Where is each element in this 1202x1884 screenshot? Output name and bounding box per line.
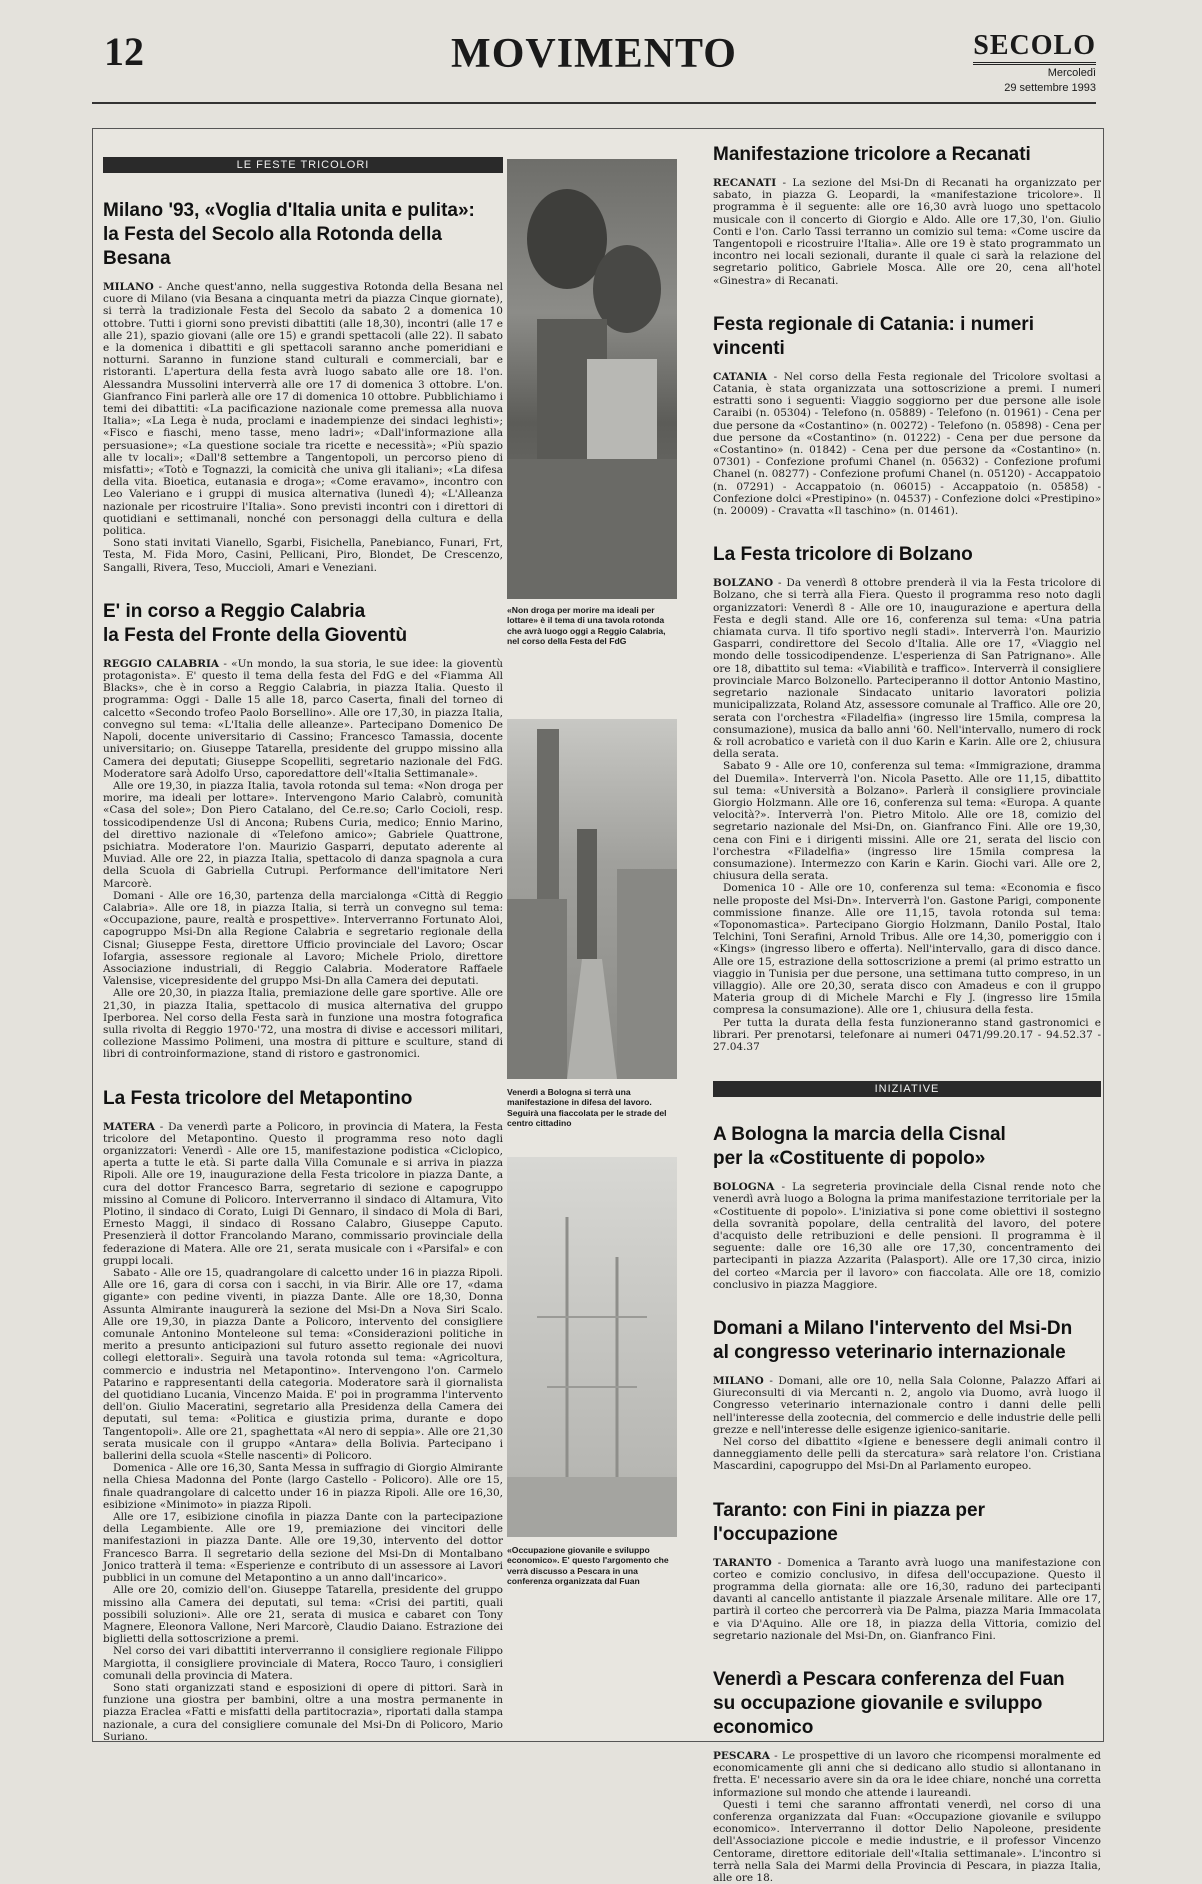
- photo-illustration: [507, 159, 677, 599]
- left-column: [99, 129, 507, 1741]
- paragraph: - La sezione del Msi-Dn di Recanati ha organizzato per sabato, in piazza G. Leopardi, la «manifestazione tricolore». Il programma è il seguente: alle ore 16,30 avrà luogo uno spettacolo musicale con il concerto di Giorgio e Aldo. Alle ore 17,30, l'on. Giulio Conti e l'on. Carlo Tassi terranno un comizio sul tema: «Come uscire da Tangentopoli e ricostruire l'Italia». Alle ore 19 è stato programmato un incontro nei locali sezionali, durante il quale ci sarà la relazione del segretario politico, Gabriele Mosca. Alle ore 20, cena all'hotel «Ginestra» di Recanati.: [713, 177, 1101, 287]
- article-title: La Festa tricolore di Bolzano: [713, 544, 973, 566]
- photo-illustration: [507, 719, 677, 1079]
- headline-line: Domani a Milano l'intervento del Msi-Dn: [713, 1318, 1073, 1340]
- photo-illustration: [507, 1157, 677, 1537]
- dateline: MATERA: [103, 1120, 155, 1133]
- paragraph: Sabato - Alle ore 15, quadrangolare di calcetto under 16 in piazza Ripoli. Alle ore 16, gara di corsa con i sacchi, in via Birir. Alle ore 17, «dama gigante» con pedine viventi, in piazza Dante. Alle ore 18,30, Donna Assunta Almirante inaugurerà la sezione del Msi-Dn a Nova Siri Scalo. Alle ore 19,30, in piazza Dante a Policoro, intervento del consigliere comunale Antonino Monteleone sul tema: «Considerazioni politiche in merito a presunto anticipazioni sul futuro assetto regionale dei nuovi collegi elettorali». Seguirà una tavola rotonda sul tema: «Agricoltura, commercio e industria nel Metapontino». Intervengono l'on. Carmelo Patarino e rappresentanti della categoria. Moderatore sarà il giornalista del quotidiano Lucania, Vincenzo Maida. E' poi in programma l'intervento dell'on. Giulio Maceratini, segretario alla Presidenza della Camera dei deputati, sul tema: «Politica e giustizia prima, durante e dopo Tangentopoli». Alle ore 21, spaghettata «Al nero di seppia». Alle ore 21,30 serata musicale con il gruppo «Antara» della Bolivia. Partecipano i ballerini della scuola «Stelle nascenti» di Policoro.: [103, 1267, 503, 1463]
- article-body: [713, 177, 1101, 287]
- dateline: PESCARA: [713, 1750, 770, 1763]
- dateline: RECANATI: [713, 177, 777, 189]
- masthead: [973, 30, 1096, 95]
- headline-line: E' in corso a Reggio Calabria: [103, 600, 366, 622]
- issue-date: 29 settembre 1993: [1004, 82, 1096, 95]
- headline-line: la Festa del Secolo alla Rotonda della Besana: [103, 224, 442, 269]
- rubric-iniziative: INIZIATIVE: [713, 1081, 1101, 1097]
- article-title: [713, 1668, 1101, 1740]
- article-body: [713, 371, 1101, 517]
- paragraph: Alle ore 20, comizio dell'on. Giuseppe Tatarella, presidente del gruppo missino alla Camera dei deputati, sul tema: «Crisi dei partiti, quali possibili soluzioni». Alle ore 21, serata di musica e cabaret con Tony Magnere, Eleonora Vallone, Neri Marcorè, Claudio Daiano. Estrazione dei biglietti della sottoscrizione a premi.: [103, 1584, 503, 1646]
- paragraph: - Domani, alle ore 10, nella Sala Colonne, Palazzo Affari ai Giureconsulti di via Mercanti n. 2, angolo via Duomo, avrà luogo il Congresso veterinario internazionale contro i danni delle pelli nell'interesse della zootecnia, del commercio e delle industrie delle pelli grezze e nell'interesse delle esigenze igienico-sanitarie.: [713, 1375, 1101, 1436]
- headline-line: Milano '93, «Voglia d'Italia unita e pulita»:: [103, 200, 475, 221]
- paragraph: Sono stati organizzati stand e esposizioni di opere di pittori. Sarà in funzione una giostra per bambini, oltre a una mostra permanente in piazza Eraclea «Fatti e misfatti della partitocrazia», riportati dalla stampa nazionale, a cura del consigliere comunale del Msi-Dn di Policoro, Mario Suriano.: [103, 1681, 503, 1743]
- article-body: [713, 1750, 1101, 1884]
- article-body: [713, 1557, 1101, 1642]
- headline-line: per la «Costituente di popolo»: [713, 1148, 986, 1170]
- headline-line: A Bologna la marcia della Cisnal: [713, 1124, 1006, 1146]
- paragraph: - Nel corso della Festa regionale del Tricolore svoltasi a Catania, è stata organizzata una sottoscrizione a premi. I numeri estratti sono i seguenti: Viaggio soggiorno per due persone alle isole Caraibi (n. 05304) - Telefono (n. 05889) - Telefono (n. 01961) - Cena per due persone da «Costantino» (n. 00272) - Telefono (n. 05898) - Cena per due persone da «Costantino» (n. 01222) - Cena per due persone da «Costantino» (n. 01842) - Cena per due persone da «Costantino» (n. 07301) - Confezione profumi Chanel (n. 05632) - Confezione profumi Chanel (n. 08277) - Confezione profumi Chanel (n. 05120) - Accappatoio (n. 07291) - Accappatoio (n. 06015) - Accappatoio (n. 05858) - Confezione dolci «Prestipino» (n. 04537) - Confezione dolci «Prestipino» (n. 20009) - Cravatta «Il taschino» (n. 01461).: [713, 370, 1101, 518]
- article-title: Taranto: con Fini in piazza per l'occupazione: [713, 1499, 986, 1545]
- article-title: [713, 1123, 1101, 1171]
- newspaper-logo: SECOLO: [973, 30, 1096, 65]
- issue-weekday: Mercoledì: [1047, 67, 1096, 79]
- article-body: [713, 577, 1101, 1053]
- paragraph: - «Un mondo, la sua storia, le sue idee: la gioventù protagonista». E' questo il tema della festa del FdG e del «Fiamma All Blacks», che è in corso a Reggio Calabria, in piazza Italia. Questo il programma: Oggi - Dalle 15 alle 18, parco Caserta, finali del torneo di calcetto «Secondo trofeo Paolo Borsellino». Alle ore 17,30, in piazza Italia, convegno sul tema: «L'Italia delle alleanze». Partecipano Domenico De Napoli, docente universitario di Cassino; Francesco Tamassia, docente universitario; on. Giuseppe Tatarella, presidente del gruppo missino alla Camera dei deputati; Giuseppe Scopelliti, segretario nazionale del FdG. Moderatore sarà Adolfo Urso, caporedattore dell'«Italia Settimanale».: [103, 657, 504, 780]
- paragraph: Sabato 9 - Alle ore 10, conferenza sul tema: «Immigrazione, dramma del Duemila». Interverrà l'on. Nicola Pasetto. Alle ore 11,15, dibattito sul tema: «Università a Bolzano». Parlerà il consigliere provinciale Giorgio Holzmann. Alle ore 16, conferenza sul tema: «Europa. A quante velocità?». Interverrà l'on. Pietro Mitolo. Alle ore 18, comizio del segretario nazionale del Msi-Dn, on. Gianfranco Fini. Alle ore 19,30, cena con Fini e i dirigenti missini. Alle ore 21, serata del liscio con l'orchestra «Filadelfia» (ingresso lire 15mila compresa la consumazione). Intermezzo con Karin e Karin. Giochi vari. Alle ore 2, chiusura della serata.: [713, 760, 1101, 883]
- photo-caption: «Non droga per morire ma ideali per lottare» è il tema di una tavola rotonda che avrà luogo oggi a Reggio Calabria, nel corso della Festa del FdG: [507, 605, 666, 647]
- paragraph: Sono stati invitati Vianello, Sgarbi, Fisichella, Panebianco, Funari, Frt, Testa, M. Fida Moro, Casini, Pellicani, Piro, Blondet, De Crescenzo, Sangalli, Rivera, Teso, Muccioli, Amari e Veneziani.: [103, 537, 503, 574]
- paragraph: - Da venerdì 8 ottobre prenderà il via la Festa tricolore di Bolzano, che si terrà alla Fiera. Questo il programma reso noto dagli organizzatori: Venerdì 8 - Alle ore 10, inaugurazione e apertura della Festa e degli stand. Alle ore 16, conferenza sul tema: «Una patria chiamata curva. Il tifo sportivo negli stadi». Interverrà l'on. Maurizio Gasparri, condirettore del Secolo d'Italia. Alle ore 17, «Viaggio nel mondo delle tossicodipendenze. L'esperienza di San Patrignano». Alle ore 18, dibattito sul tema: «Viabilità e traffico». Interverrà il consigliere provinciale Marco Bolzonello. Parteciperanno il dottor Antonio Mastino, segretario nazionale Sindacato unitario lavoratori polizia municipalizzata, Roland Atz, assessore comunale al Traffico. Alle ore 20, serata con l'orchestra «Filadelfia» (ingresso lire 15mila, compresa la consumazione), musica da ballo anni '60. Nell'intervallo, numero di rock & roll acrobatico e varietà con il duo Karin e Karin. Alle ore 2, chiusura della serata.: [713, 577, 1101, 761]
- headline-line: al congresso veterinario internazionale: [713, 1342, 1066, 1364]
- headline-line: Venerdì a Pescara conferenza del Fuan: [713, 1669, 1065, 1691]
- dateline: MILANO: [713, 1375, 764, 1388]
- paragraph: Domenica - Alle ore 16,30, Santa Messa in suffragio di Giorgio Almirante nella Chiesa Madonna del Ponte (largo Castello - Policoro). Alle ore 15, finale quadrangolare di calcetto under 16 in piazza Ripoli. Alle ore 16,30, esibizione «Minimoto» in piazza Ripoli.: [103, 1462, 503, 1511]
- headline-line: La Festa tricolore del Metapontino: [103, 1087, 413, 1109]
- headline-line: la Festa del Fronte della Gioventù: [103, 624, 408, 646]
- paragraph: Questi i temi che saranno affrontati venerdì, nel corso di una conferenza organizzata dal Fuan: «Occupazione giovanile e sviluppo economico». Interverranno il dottor Delio Napoleone, presidente dell'Associazione piccole e medie industrie, e il professor Vincenzo Centorame, direttore editoriale dell'«Italia settimanale». L'incontro si terrà nella Sala dei Marmi della Provincia di Pescara, in piazza Italia, alle ore 18.: [713, 1798, 1101, 1884]
- paragraph: - La segreteria provinciale della Cisnal rende noto che venerdì avrà luogo a Bologna la prima manifestazione territoriale per la «Costituente di popolo». L'iniziativa si pone come obiettivi il sostegno della sovranità popolare, della centralità del lavoro, del potere d'acquisto delle retribuzioni e delle pensioni. Il programma è il seguente: dalle ore 16,30 alle ore 17,30, concentramento dei partecipanti in piazza Azzarita (Palasport). Alle ore 17,30 circa, inizio del corteo «Marcia per il lavoro» con fiaccolata. Alle ore 18, comizio conclusivo in piazza Maggiore.: [713, 1181, 1101, 1291]
- page-frame: [92, 128, 1104, 1884]
- dateline: MILANO: [103, 281, 154, 293]
- paragraph: Per tutta la durata della festa funzioneranno stand gastronomici e librari. Per prenotarsi, telefonare ai numeri 0471/99.20.17 - 94.52.37 - 27.04.37: [713, 1016, 1101, 1053]
- headline-line: su occupazione giovanile e sviluppo economico: [713, 1693, 1043, 1739]
- article-title: [103, 199, 503, 271]
- rubric-feste-tricolori: LE FESTE TRICOLORI: [103, 157, 503, 173]
- article-title: [103, 1087, 503, 1111]
- right-column: [709, 129, 1105, 1884]
- dateline: REGGIO CALABRIA: [103, 657, 220, 670]
- section-title: MOVIMENTO: [451, 31, 737, 77]
- photo-industrial-site: [507, 1157, 677, 1537]
- dateline: TARANTO: [713, 1556, 772, 1569]
- paragraph: - Da venerdì parte a Policoro, in provincia di Matera, la Festa tricolore del Metapontino. Questo il programma reso noto dagli organizzatori: Venerdì - Alle ore 15, manifestazione podistica «Ciclopico, aperta a tutte le età. Si parte dalla Villa Comunale e si arriva in piazza Ripoli. Alle ore 19, inaugurazione della Festa tricolore in piazza Dante, a cura del dottor Francesco Barra, segretario di sezione e capogruppo missino al Comune di Policoro. Interverranno il sindaco di Altamura, Vito Plotino, il sindaco di Corato, Luigi Di Gennaro, il sindaco di Mola di Bari, Ernesto Maggi, il sindaco di Rossano Calabro, Giuseppe Caputo. Presenzierà il dottor Francolando Marano, commissario provinciale della federazione di Matera. Alle ore 21, serata musicale con i «Parsifal» e con gruppi locali.: [103, 1120, 503, 1267]
- photo-drug-rally: [507, 159, 677, 599]
- photo-column: [507, 129, 677, 1741]
- paragraph: - Domenica a Taranto avrà luogo una manifestazione con corteo e comizio conclusivo, in difesa dell'occupazione. Questo il programma della giornata: alle ore 16,30, raduno dei partecipanti davanti al cancello antistante il piazzale Arsenale militare. Alle ore 17, partirà il corteo che percorrerà via De Palma, piazza Maria Immacolata e via D'Aquino. Alle ore 18, in piazza della Vittoria, comizio del segretario nazionale del Msi-Dn, on. Gianfranco Fini.: [713, 1556, 1101, 1642]
- dateline: CATANIA: [713, 370, 767, 383]
- article-body: [103, 281, 503, 574]
- photo-caption: Venerdì a Bologna si terrà una manifestazione in difesa del lavoro. Seguirà una fiaccolata per le strade del centro cittadino: [507, 1087, 667, 1129]
- paragraph: Alle ore 17, esibizione cinofila in piazza Dante con la partecipazione della Legambiente. Alle ore 19, premiazione dei vincitori delle manifestazioni in piazza Dante. Alle ore 19,30, intervento del dottor Francesco Barra. Il segretario della sezione del Msi-Dn di Montalbano Jonico tratterà il tema: «Esperienze e contributo di un assessore ai Lavori pubblici in un comune del Metapontino a un anno dall'incarico».: [103, 1511, 503, 1585]
- paragraph: Domani - Alle ore 16,30, partenza della marcialonga «Città di Reggio Calabria». Alle ore 18, in piazza Italia, si terrà un convegno sul tema: «Occupazione, paure, realtà e prospettive». Interverranno Fortunato Aloi, capogruppo Msi-Dn alla Regione Calabria e segretario regionale della Cisnal; Giuseppe Festa, direttore Ufficio provinciale del Lavoro; Oscar Iofargia, assessore regionale al Lavoro; Michele Priolo, direttore Associazione industriali, di Reggio Calabria. Moderatore Raffaele Valensise, vicepresidente del gruppo Msi-Dn alla Camera dei deputati.: [103, 889, 503, 988]
- paragraph: - Le prospettive di un lavoro che ricompensi moralmente ed economicamente gli anni che si dedicano allo studio si allontanano in fretta. E' necessario avere sin da ora le idee chiare, nonché una corretta informazione sul mondo che attende i laureandi.: [713, 1750, 1101, 1799]
- article-body: [713, 1181, 1101, 1291]
- dateline: BOLZANO: [713, 577, 774, 590]
- article-title: Manifestazione tricolore a Recanati: [713, 144, 1031, 165]
- photo-bologna-towers: [507, 719, 677, 1079]
- page-number: 12: [104, 29, 144, 74]
- photo-caption: «Occupazione giovanile e sviluppo economico». E' questo l'argomento che verrà discusso a Pescara in una conferenza organizzata dal Fuan: [507, 1545, 669, 1587]
- article-body: [103, 658, 503, 1061]
- paragraph: Nel corso dei vari dibattiti interverranno il consigliere regionale Filippo Margiotta, il consigliere provinciale di Matera, Rocco Tauro, i consiglieri comunali della provincia di Matera.: [103, 1645, 503, 1682]
- paragraph: Nel corso del dibattito «Igiene e benessere degli animali contro il danneggiamento delle pelli da stercatura» sarà relatore l'on. Cristiana Mascardini, capogruppo del Msi-Dn al Parlamento europeo.: [713, 1436, 1101, 1473]
- paragraph: Alle ore 19,30, in piazza Italia, tavola rotonda sul tema: «Non droga per morire, ma ideali per lottare». Intervengono Mario Calabrò, comunità «Casa del sole»; Don Piero Catalano, del Ce.re.so; Carlo Cocioli, resp. tossicodipendenze Usl di Ancona; Rubens Curia, medico; Ennio Marino, del direttivo nazionale di «Telefono amico»; Gabriele Quattrone, psichiatra. Moderatore l'on. Maurizio Gasparri, deputato aderente al Muviad. Alle ore 22, in piazza Italia, spettacolo di danza spagnola a cura della Scuola di Gabriella Cutrupi. Performance dell'imitatore Neri Marcorè.: [103, 779, 503, 890]
- dateline: BOLOGNA: [713, 1181, 775, 1194]
- article-title: [713, 1317, 1101, 1365]
- article-body: [103, 1121, 503, 1743]
- article-title: [103, 600, 503, 648]
- article-body: [713, 1375, 1101, 1473]
- page-header: [92, 22, 1096, 104]
- paragraph: - Anche quest'anno, nella suggestiva Rotonda della Besana nel cuore di Milano (via Besana a cinquanta metri da piazza Cinque giornate), si terrà la tradizionale Festa del Secolo da sabato 2 a domenica 10 ottobre. Tutti i giorni sono previsti dibattiti (alle 18,30), incontri (alle 17 e alle 21), spazio giovani (alle ore 15) e grandi spettacoli (alle 22). Il sabato e la domenica i dibattiti e gli spettacoli saranno anche pomeridiani e notturni. Saranno in funzione stand culturali e commerciali, bar e ristoranti. L'apertura della festa avrà luogo sabato alle ore 18. l'on. Alessandra Mussolini interverrà alle ore 17 di domenica 3 ottobre. L'on. Gianfranco Fini parlerà alle ore 17 di domenica 10 ottobre. Pubblichiamo i temi dei dibattiti: «La pacificazione nazionale come premessa alla nuova Italia»; «La Lega è nuda, proclami e inadempienze dei sindaci leghisti»; «Fisco e fiaschi, meno tasse, meno ladri»; «Dall'informazione alla persuasione»; «La questione sociale tra ricette e necessità»; «Più spazio alle tv locali»; «Dall'8 settembre a Tangentopoli, un percorso pieno di misfatti»; «Totò e Tognazzi, la comicità che univa gli italiani»; «La difesa della vita. Bioetica, eutanasia e droga»; «Come eravamo», incontro con Leo Valeriano e i gruppi di musica alternativa (lunedì 4); «L'Alleanza nazionale per ricostruire l'Italia». Sono previsti incontri con i direttori di quotidiani e settimanali, nonché con personaggi della cultura e della politica.: [103, 281, 503, 538]
- paragraph: Domenica 10 - Alle ore 10, conferenza sul tema: «Economia e fisco nelle proposte del Msi-Dn». Interverrà l'on. Gastone Parigi, componente commissione finanze. Alle ore 11,15, tavola rotonda sul tema: «Toponomastica». Partecipano Giorgio Holzmann, Danilo Postal, Italo Telchini, Toni Serafini, Arnold Tribus. Alle ore 14,30, pomeriggio con i «Kings» (ingresso libero e offerta). Nell'intervallo, gara di disco dance. Alle ore 15, estrazione della sottoscrizione a premi (al primo estratto un viaggio in Tunisia per due persone, una settimana tutto compreso, in un villaggio). Alle ore 20,30, serata disco con Amadeus e con il gruppo Materia group di di Michele Marchi e Fly J. (ingresso lire 15mila compresa la consumazione). Alle ore 1, chiusura della festa.: [713, 882, 1101, 1017]
- article-title: Festa regionale di Catania: i numeri vincenti: [713, 313, 1034, 359]
- paragraph: Alle ore 20,30, in piazza Italia, premiazione delle gare sportive. Alle ore 21,30, in piazza Italia, spettacolo di musica alternativa del gruppo Iperborea. Nel corso della Festa sarà in funzione una mostra fotografica sulla rivolta di Reggio 1970-'72, una mostra di divise e accessori militari, collezione Massimo Polimeni, una mostra di pitture e sculture, stand di libri di controinformazione, stand di ristoro e gastronomici.: [103, 987, 503, 1061]
